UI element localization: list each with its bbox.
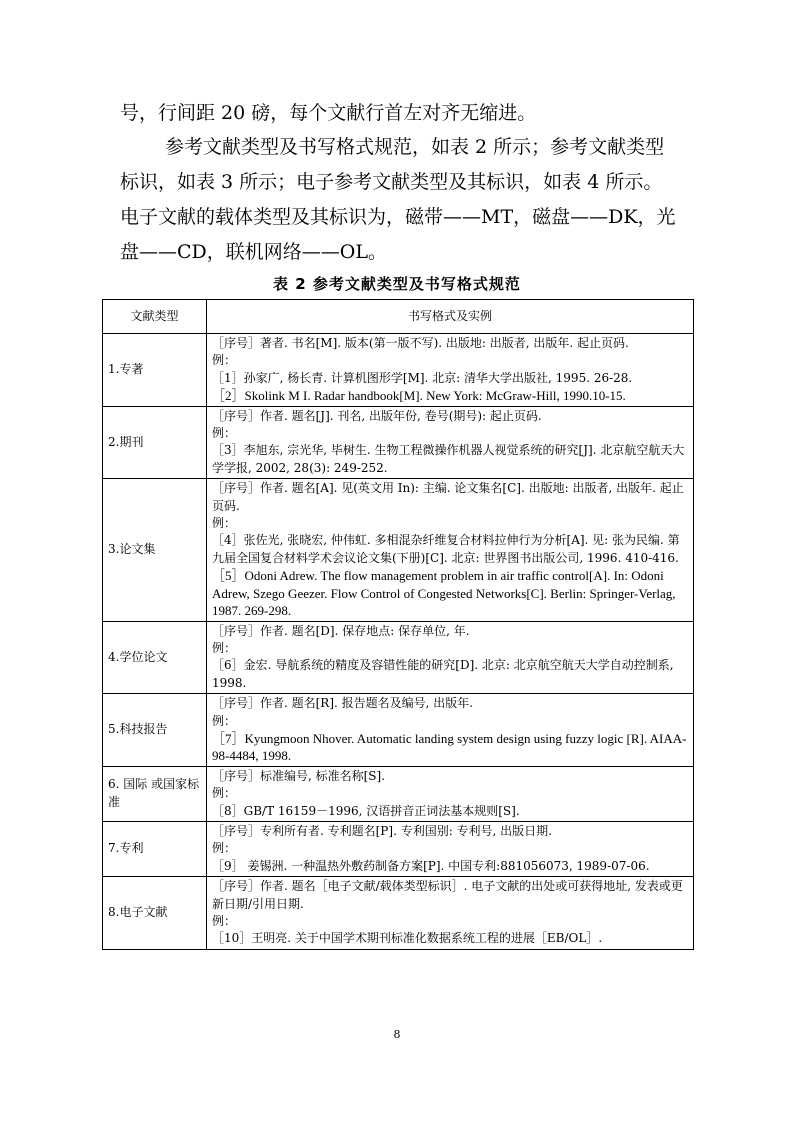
table-row — [103, 479, 694, 621]
example-line: ［3］李旭东, 宗光华, 毕树生. 生物工程微操作机器人视觉系统的研究[J]. 北京航空航天大学学报, 2002, 28(3): 249-252. — [212, 443, 685, 475]
format-line: ［序号］作者. 题名[J]. 刊名, 出版年份, 卷号(期号): 起止页码. — [212, 408, 542, 423]
row-format — [207, 406, 694, 479]
example-label: 例： — [212, 516, 237, 531]
example-label: 例： — [212, 786, 237, 801]
format-line: ［序号］作者. 题名[A]. 见(英文用 In): 主编. 论文集名[C]. 出版地: 出版者, 出版年. 起止页码. — [212, 481, 684, 513]
example-label: 例： — [212, 353, 237, 368]
table-row — [103, 334, 694, 407]
row-format — [207, 621, 694, 694]
example-label: 例： — [212, 841, 237, 856]
table-row — [103, 766, 694, 821]
table-caption: 表 2 参考文献类型及书写格式规范 — [273, 275, 521, 293]
format-line: ［序号］作者. 题名[R]. 报告题名及编号, 出版年. — [212, 696, 474, 711]
example-line: ［2］Skolink M I. Radar handbook[M]. New York: McGraw-Hill, 1990.10-15. — [212, 388, 626, 404]
example-line: ［7］Kyungmoon Nhover. Automatic landing system design using fuzzy logic [R]. AIAA-98-4484, 1998. — [212, 730, 687, 764]
paragraph-reference-types: 参考文献类型及书写格式规范，如表 2 所示；参考文献类型标识，如表 3 所示；电子参考文献类型及其标识，如表 4 所示。电子文献的载体类型及其标识为，磁带——MT，磁盘——DK，光盘——CD，联机网络——OL。 — [120, 136, 676, 263]
example-label: 例： — [212, 640, 237, 655]
format-line: ［序号］专利所有者. 专利题名[P]. 专利国别: 专利号, 出版日期. — [212, 823, 552, 838]
row-type: 2.期刊 — [103, 406, 207, 479]
table-row — [103, 694, 694, 767]
paragraph-line-spacing: 号，行间距 20 磅，每个文献行首左对齐无缩进。 — [120, 102, 537, 124]
row-type: 5.科技报告 — [103, 694, 207, 767]
row-format — [207, 877, 694, 950]
row-type: 6. 国际 或国家标准 — [103, 766, 207, 821]
example-line: ［5］Odoni Adrew. The flow management problem in air traffic control[A]. In: Odoni Adrew, Szego Geezer. Flow Control of Congested Networks[C]. Berlin: Springer-Verlag, 1987. 269-298. — [212, 568, 676, 619]
format-line: ［序号］标准编号, 标准名称[S]. — [212, 768, 386, 783]
row-format — [207, 479, 694, 621]
row-format — [207, 821, 694, 876]
row-format — [207, 766, 694, 821]
example-line: ［8］GB/T 16159－1996, 汉语拼音正词法基本规则[S]. — [212, 803, 520, 818]
table-row — [103, 821, 694, 876]
table-row — [103, 621, 694, 694]
row-format — [207, 694, 694, 767]
row-format — [207, 334, 694, 407]
example-label: 例： — [212, 914, 237, 928]
page-number: 8 — [393, 1028, 401, 1041]
header-type: 文献类型 — [103, 300, 207, 334]
example-line: ［6］金宏. 导航系统的精度及容错性能的研究[D]. 北京: 北京航空航天大学自动控制系, 1998. — [212, 658, 674, 690]
format-line: ［序号］作者. 题名[D]. 保存地点: 保存单位, 年. — [212, 623, 470, 638]
example-line: ［4］张佐光, 张晓宏, 仲伟虹. 多相混杂纤维复合材料拉伸行为分析[A]. 见: 张为民编. 第九届全国复合材料学术会议论文集(下册)[C]. 北京: 世界图书出版公司, 1996. 410-416. — [212, 533, 680, 565]
table-row — [103, 877, 694, 950]
example-line: ［1］孙家广, 杨长青. 计算机图形学[M]. 北京: 清华大学出版社, 1995. 26-28. — [212, 370, 633, 385]
example-label: 例： — [212, 426, 237, 441]
header-format: 书写格式及实例 — [207, 300, 694, 334]
row-type: 7.专利 — [103, 821, 207, 876]
example-line: ［10］王明亮. 关于中国学术期刊标准化数据系统工程的进展［EB/OL］. — [212, 931, 603, 946]
example-line: ［9］ 姜锡洲. 一种温热外敷药制备方案[P]. 中国专利:881056073, 1989-07-06. — [212, 858, 650, 873]
row-type: 8.电子文献 — [103, 877, 207, 950]
row-type: 1.专著 — [103, 334, 207, 407]
reference-format-table — [102, 299, 694, 950]
row-type: 4.学位论文 — [103, 621, 207, 694]
format-line: ［序号］著者. 书名[M]. 版本(第一版不写). 出版地: 出版者, 出版年. 起止页码. — [212, 336, 629, 350]
format-line: ［序号］作者. 题名［电子文献/载体类型标识］. 电子文献的出处或可获得地址, 发表或更新日期/引用日期. — [212, 879, 683, 911]
row-type: 3.论文集 — [103, 479, 207, 621]
table-header-row — [103, 300, 694, 334]
table-row — [103, 406, 694, 479]
example-label: 例： — [212, 713, 237, 728]
